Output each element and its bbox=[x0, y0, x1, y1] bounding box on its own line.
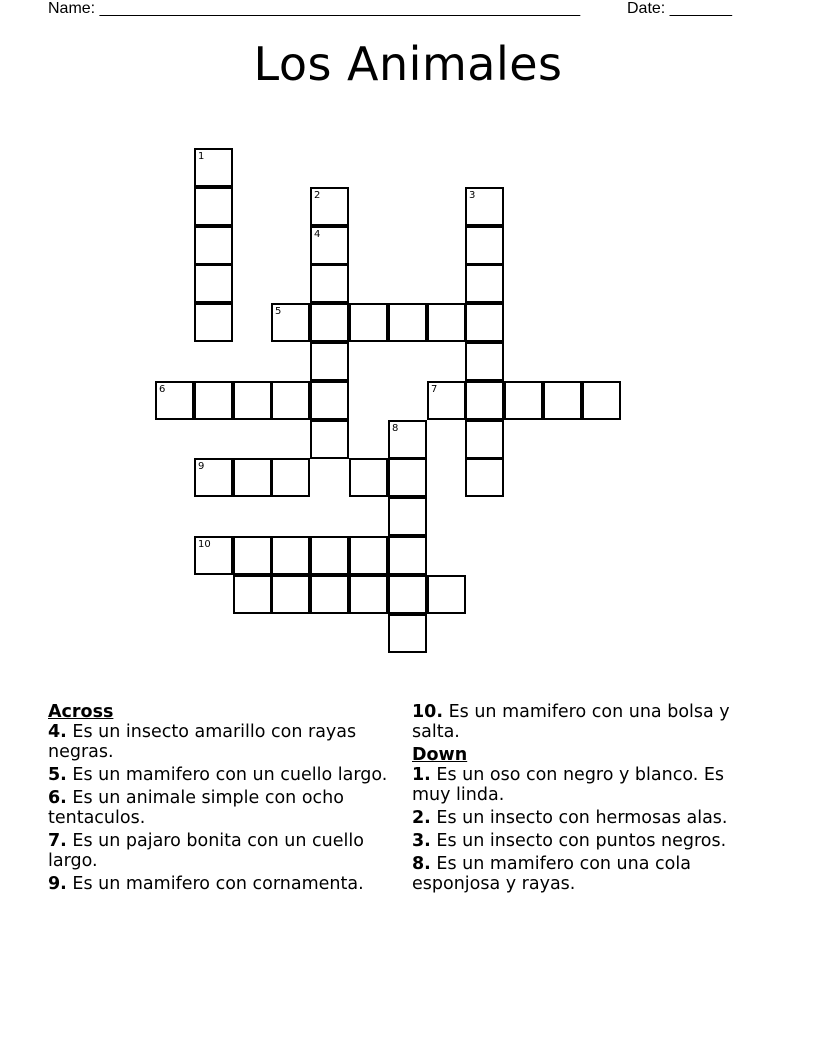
clue-number: 9. bbox=[48, 874, 67, 894]
down-clue bbox=[412, 808, 764, 828]
cell-number: 7 bbox=[431, 384, 438, 395]
grid-cell[interactable] bbox=[233, 381, 272, 420]
grid-cell[interactable] bbox=[310, 264, 349, 303]
grid-cell[interactable] bbox=[388, 575, 427, 614]
down-clue bbox=[412, 854, 764, 894]
grid-cell[interactable] bbox=[194, 187, 233, 226]
grid-cell[interactable] bbox=[271, 536, 310, 575]
date-line: Date: _______ bbox=[627, 0, 732, 17]
cell-number: 3 bbox=[469, 190, 476, 201]
grid-cell[interactable] bbox=[310, 303, 349, 342]
down-clue bbox=[412, 765, 764, 805]
clue-text: Es un mamifero con cornamenta. bbox=[72, 874, 364, 894]
grid-cell[interactable] bbox=[543, 381, 582, 420]
grid-cell[interactable] bbox=[271, 575, 310, 614]
clue-number: 10. bbox=[412, 702, 444, 722]
grid-cell[interactable] bbox=[388, 536, 427, 575]
grid-cell[interactable] bbox=[271, 381, 310, 420]
grid-cell[interactable] bbox=[194, 226, 233, 265]
across-clue bbox=[48, 765, 388, 785]
clue-number: 3. bbox=[412, 831, 431, 851]
grid-cell[interactable] bbox=[349, 575, 388, 614]
across-clue bbox=[48, 788, 388, 828]
across-clue bbox=[48, 722, 388, 762]
grid-cell[interactable] bbox=[427, 303, 466, 342]
grid-cell[interactable] bbox=[349, 458, 388, 497]
grid-cell[interactable] bbox=[194, 458, 233, 497]
grid-cell[interactable] bbox=[233, 458, 272, 497]
cell-number: 9 bbox=[198, 461, 205, 472]
grid-cell[interactable] bbox=[582, 381, 621, 420]
grid-cell[interactable] bbox=[194, 381, 233, 420]
cell-number: 4 bbox=[314, 229, 321, 240]
clue-text: Es un insecto con hermosas alas. bbox=[436, 808, 728, 828]
cell-number: 2 bbox=[314, 190, 321, 201]
clue-text: Es un mamifero con una cola esponjosa y rayas. bbox=[412, 854, 691, 894]
grid-cell[interactable] bbox=[233, 575, 272, 614]
across-clue bbox=[48, 874, 388, 894]
across-clue bbox=[48, 831, 388, 871]
grid-cell[interactable] bbox=[310, 420, 349, 459]
grid-cell[interactable] bbox=[465, 458, 504, 497]
grid-cell[interactable] bbox=[233, 536, 272, 575]
cell-number: 6 bbox=[159, 384, 166, 395]
clue-number: 2. bbox=[412, 808, 431, 828]
clue-number: 6. bbox=[48, 788, 67, 808]
grid-cell[interactable] bbox=[155, 381, 194, 420]
grid-cell[interactable] bbox=[349, 303, 388, 342]
clue-text: Es un insecto amarillo con rayas negras. bbox=[48, 722, 357, 762]
across-heading: Across bbox=[48, 702, 114, 722]
grid-cell[interactable] bbox=[427, 575, 466, 614]
clue-number: 5. bbox=[48, 765, 67, 785]
across-clue bbox=[412, 702, 764, 742]
cell-number: 1 bbox=[198, 151, 205, 162]
clues-column-right bbox=[412, 702, 764, 897]
clue-number: 7. bbox=[48, 831, 67, 851]
grid-cell[interactable] bbox=[349, 536, 388, 575]
grid-cell[interactable] bbox=[465, 303, 504, 342]
grid-cell[interactable] bbox=[388, 420, 427, 459]
grid-cell[interactable] bbox=[310, 381, 349, 420]
grid-cell[interactable] bbox=[310, 536, 349, 575]
clue-text: Es un insecto con puntos negros. bbox=[436, 831, 727, 851]
cell-number: 10 bbox=[198, 539, 211, 550]
clues-column-left bbox=[48, 702, 388, 897]
clue-number: 8. bbox=[412, 854, 431, 874]
down-heading: Down bbox=[412, 745, 468, 765]
name-line: Name: ______________________________________________________ bbox=[48, 0, 581, 17]
clue-text: Es un mamifero con una bolsa y salta. bbox=[412, 702, 730, 742]
clue-number: 4. bbox=[48, 722, 67, 742]
grid-cell[interactable] bbox=[310, 342, 349, 381]
grid-cell[interactable] bbox=[310, 226, 349, 265]
clue-text: Es un animale simple con ocho tentaculos. bbox=[48, 788, 344, 828]
grid-cell[interactable] bbox=[271, 458, 310, 497]
grid-cell[interactable] bbox=[465, 420, 504, 459]
grid-cell[interactable] bbox=[465, 381, 504, 420]
grid-cell[interactable] bbox=[465, 264, 504, 303]
grid-cell[interactable] bbox=[194, 264, 233, 303]
grid-cell[interactable] bbox=[194, 303, 233, 342]
grid-cell[interactable] bbox=[388, 497, 427, 536]
grid-cell[interactable] bbox=[504, 381, 543, 420]
grid-cell[interactable] bbox=[194, 536, 233, 575]
cell-number: 5 bbox=[275, 306, 282, 317]
grid-cell[interactable] bbox=[388, 614, 427, 653]
clue-text: Es un mamifero con un cuello largo. bbox=[72, 765, 388, 785]
grid-cell[interactable] bbox=[388, 303, 427, 342]
grid-cell[interactable] bbox=[388, 458, 427, 497]
grid-cell[interactable] bbox=[465, 187, 504, 226]
clue-text: Es un oso con negro y blanco. Es muy linda. bbox=[412, 765, 725, 805]
page-title: Los Animales bbox=[253, 37, 563, 91]
down-clue bbox=[412, 831, 764, 851]
grid-cell[interactable] bbox=[465, 342, 504, 381]
grid-cell[interactable] bbox=[310, 187, 349, 226]
grid-cell[interactable] bbox=[271, 303, 310, 342]
clue-text: Es un pajaro bonita con un cuello largo. bbox=[48, 831, 364, 871]
clue-number: 1. bbox=[412, 765, 431, 785]
grid-cell[interactable] bbox=[194, 148, 233, 187]
grid-cell[interactable] bbox=[465, 226, 504, 265]
grid-cell[interactable] bbox=[310, 575, 349, 614]
cell-number: 8 bbox=[392, 423, 399, 434]
grid-cell[interactable] bbox=[427, 381, 466, 420]
